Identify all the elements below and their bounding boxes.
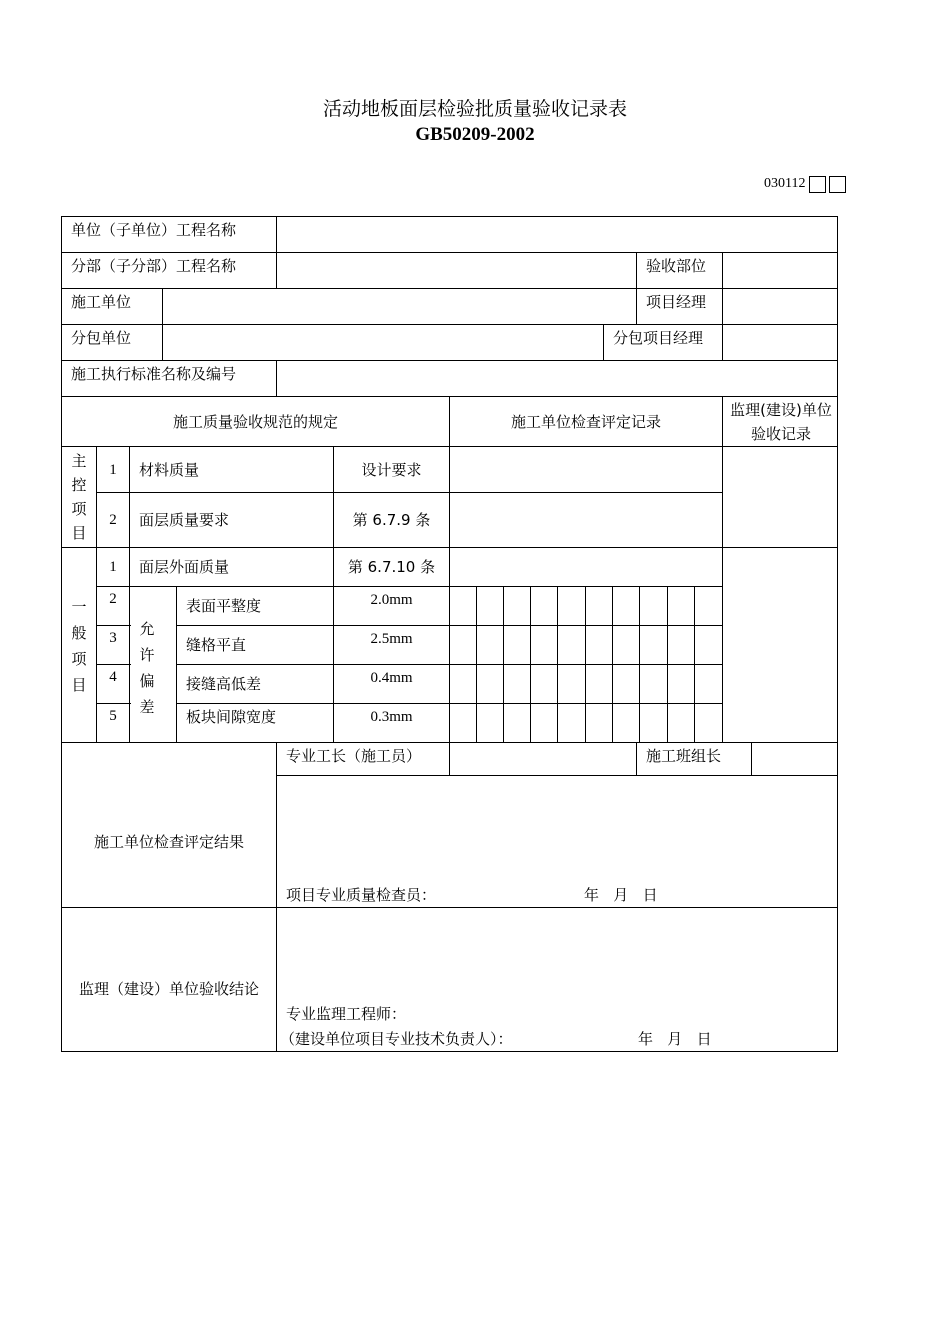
line <box>96 664 131 665</box>
supervision-conclusion-label: 监理（建设）单位验收结论 <box>78 980 259 998</box>
line <box>276 775 838 776</box>
line <box>61 907 838 908</box>
general-item-name: 表面平整度 <box>186 597 262 615</box>
line <box>162 288 163 360</box>
foreman-label: 专业工长（施工员） <box>286 747 422 765</box>
team-leader-label: 施工班组长 <box>646 747 722 765</box>
general-item-no: 1 <box>109 559 117 575</box>
form-code: 030112 <box>764 176 806 191</box>
line <box>722 252 723 360</box>
line <box>557 586 558 743</box>
general-item-tolerance: 2.0mm <box>370 592 413 608</box>
acceptance-part-label: 验收部位 <box>646 257 707 275</box>
line <box>176 625 723 626</box>
construction-result-label: 施工单位检查评定结果 <box>93 833 244 851</box>
line <box>667 586 668 743</box>
owner-representative-label: （建设单位项目专业技术负责人）： <box>280 1030 513 1048</box>
main-items-group-label: 主控项目 <box>71 452 87 542</box>
line <box>96 586 723 587</box>
general-item-no: 4 <box>109 669 117 685</box>
deviation-label: 允许偏差 <box>139 620 155 716</box>
standard-number: GB50209-2002 <box>415 124 535 145</box>
line <box>694 586 695 743</box>
line <box>96 703 131 704</box>
general-item-name: 缝格平直 <box>186 636 247 654</box>
standard-label: 施工执行标准名称及编号 <box>71 365 237 383</box>
line <box>636 742 637 775</box>
general-item-name: 板块间隙宽度 <box>186 708 277 726</box>
line <box>636 252 637 324</box>
line <box>276 360 277 396</box>
general-item-no: 2 <box>109 591 117 607</box>
line <box>476 586 477 743</box>
line <box>61 360 838 361</box>
document-title: 活动地板面层检验批质量验收记录表 <box>322 98 627 120</box>
line <box>176 586 177 743</box>
inspection-date: 年 月 日 <box>584 886 658 904</box>
line <box>176 703 723 704</box>
general-item-name: 面层外面质量 <box>139 558 230 576</box>
sub-project-label: 分部（子分部）工程名称 <box>71 257 237 275</box>
spec-header: 施工质量验收规范的规定 <box>172 413 338 431</box>
line <box>585 586 586 743</box>
general-item-name: 接缝高低差 <box>186 675 262 693</box>
line <box>722 396 723 743</box>
general-item-tolerance: 0.4mm <box>370 670 413 686</box>
line <box>603 324 604 360</box>
main-item-no: 2 <box>109 512 117 528</box>
line <box>276 742 277 1051</box>
line <box>276 216 277 288</box>
subcontract-manager-label: 分包项目经理 <box>613 329 704 347</box>
general-items-group-label: 一般项目 <box>71 598 87 694</box>
line <box>503 586 504 743</box>
line <box>96 492 723 493</box>
supervision-engineer-label: 专业监理工程师： <box>286 1005 407 1023</box>
general-item-tolerance: 2.5mm <box>370 631 413 647</box>
general-item-requirement: 第 6.7.10 条 <box>347 558 436 576</box>
supervision-header: 监理(建设)单位验收记录 <box>730 401 832 443</box>
construction-unit-label: 施工单位 <box>71 293 132 311</box>
main-item-name: 材料质量 <box>139 461 200 479</box>
line <box>751 742 752 775</box>
border-left <box>61 216 62 1052</box>
line <box>176 664 723 665</box>
main-item-requirement: 第 6.7.9 条 <box>352 511 431 529</box>
line <box>61 547 838 548</box>
line <box>96 625 131 626</box>
border-right <box>837 216 838 1052</box>
line <box>530 586 531 743</box>
general-item-tolerance: 0.3mm <box>370 709 413 725</box>
main-item-no: 1 <box>109 462 117 478</box>
supervision-date: 年 月 日 <box>638 1030 712 1048</box>
main-item-requirement: 设计要求 <box>361 461 422 479</box>
general-item-no: 5 <box>109 708 117 724</box>
subcontract-unit-label: 分包单位 <box>71 329 132 347</box>
record-header: 施工单位检查评定记录 <box>510 413 661 431</box>
main-item-name: 面层质量要求 <box>139 511 230 529</box>
line <box>639 586 640 743</box>
unit-project-label: 单位（子单位）工程名称 <box>71 221 237 239</box>
project-manager-label: 项目经理 <box>646 293 707 311</box>
border-top <box>61 216 838 217</box>
border-bottom <box>61 1051 838 1052</box>
general-item-no: 3 <box>109 630 117 646</box>
line <box>612 586 613 743</box>
inspector-label: 项目专业质量检查员： <box>286 886 437 904</box>
line <box>449 742 450 775</box>
